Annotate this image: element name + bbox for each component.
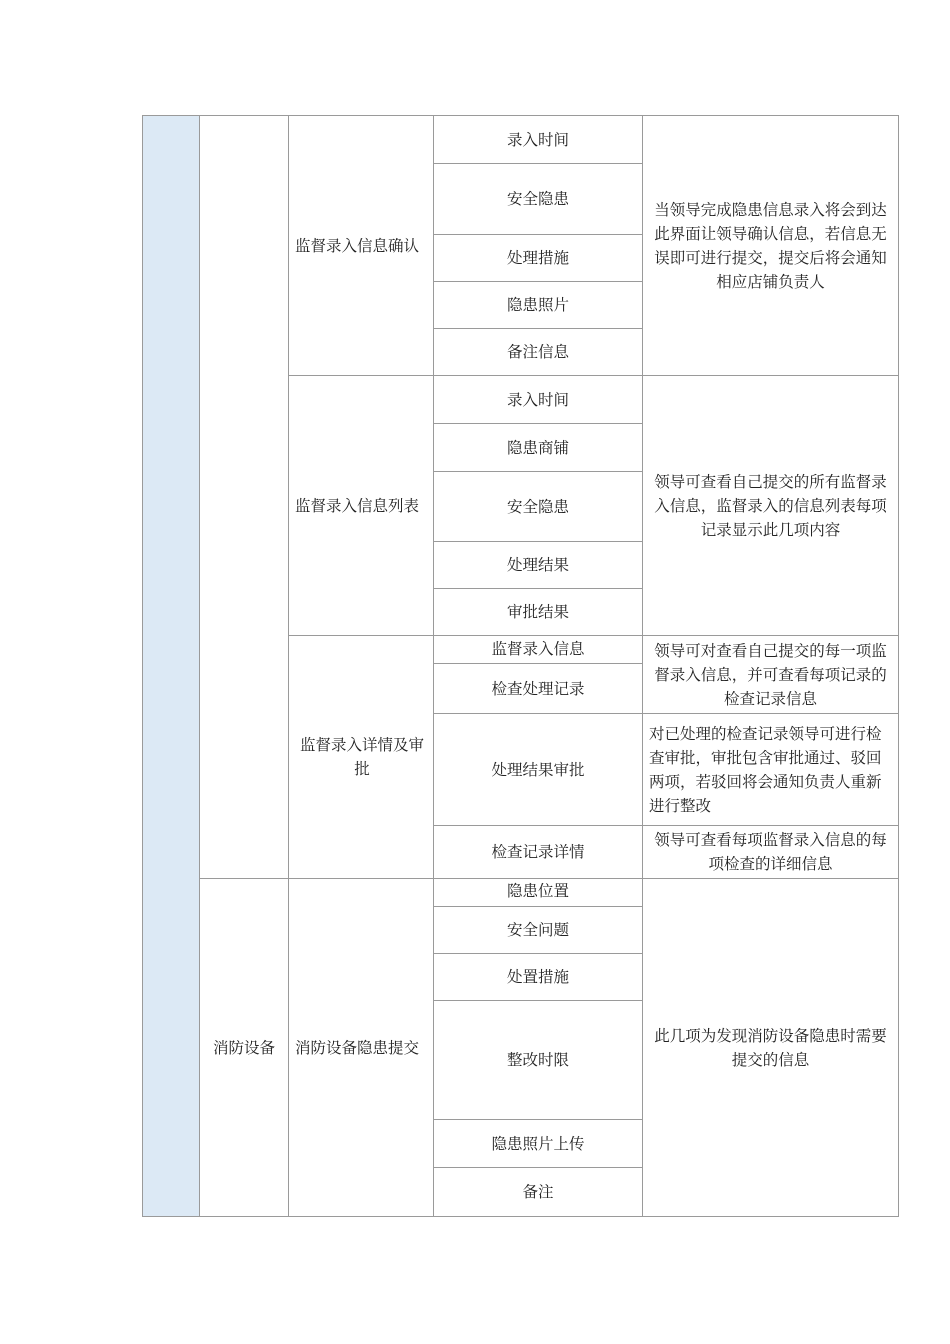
field-label: 隐患位置: [506, 882, 569, 900]
function-name: 消防设备隐患提交: [295, 1038, 420, 1057]
field-label: 安全隐患: [506, 190, 569, 208]
field-label: 隐患照片: [506, 296, 569, 314]
category-name: 消防设备: [212, 1038, 275, 1057]
field-cell: [434, 664, 642, 713]
field-label: 处理结果: [506, 556, 569, 574]
description-cell: [649, 714, 894, 825]
field-cell: [434, 472, 642, 541]
function-name-cell: [295, 376, 429, 635]
description-cell: [647, 116, 894, 375]
field-cell: [434, 907, 642, 953]
category-cell: [200, 879, 288, 1216]
field-label: 整改时限: [506, 1051, 569, 1069]
description-text: 领导可查看每项监督录入信息的每项检查的详细信息: [654, 831, 887, 873]
field-label: 处理措施: [506, 249, 569, 267]
field-label: 处置措施: [506, 968, 569, 986]
description-cell: [647, 636, 894, 713]
field-label: 录入时间: [506, 130, 569, 149]
table-border: [288, 115, 289, 1217]
field-cell: [434, 589, 642, 635]
table-border: [898, 115, 899, 1217]
field-label: 安全隐患: [506, 497, 569, 516]
field-cell: [434, 1120, 642, 1167]
field-label: 审批结果: [506, 603, 569, 621]
field-cell: [434, 116, 642, 163]
field-label: 备注: [522, 1183, 554, 1201]
field-cell: [434, 634, 642, 663]
function-name-cell: [295, 116, 429, 375]
table-border: [142, 1216, 899, 1217]
field-cell: [434, 329, 642, 375]
function-name-cell: [295, 879, 429, 1216]
field-cell: [434, 826, 642, 878]
function-name-cell: [292, 636, 432, 878]
field-cell: [434, 714, 642, 825]
description-text: 当领导完成隐患信息录入将会到达此界面让领导确认信息，若信息无误即可进行提交，提交后将会通知相应店铺负责人: [654, 200, 887, 291]
field-label: 监督录入信息: [491, 639, 585, 658]
field-label: 隐患照片上传: [491, 1134, 585, 1153]
description-cell: [647, 879, 894, 1216]
description-text: 对已处理的检查记录领导可进行检查审批，审批包含审批通过、驳回两项，若驳回将会通知负责人重新进行整改: [649, 724, 882, 815]
field-cell: [434, 542, 642, 588]
field-label: 隐患商铺: [506, 438, 569, 457]
description-text: 领导可查看自己提交的所有监督录入信息，监督录入的信息列表每项记录显示此几项内容: [654, 472, 887, 539]
field-cell: [434, 1001, 642, 1119]
field-cell: [434, 164, 642, 234]
field-cell: [434, 424, 642, 471]
description-cell: [647, 376, 894, 635]
field-cell: [434, 954, 642, 1000]
description-cell: [647, 826, 894, 878]
field-cell: [434, 376, 642, 423]
function-name: 监督录入信息列表: [295, 496, 420, 515]
field-cell: [434, 876, 642, 906]
field-cell: [434, 1168, 642, 1216]
function-name: 监督录入详情及审批: [300, 736, 425, 778]
module-column-shading: [143, 116, 199, 1216]
description-text: 领导可对查看自己提交的每一项监督录入信息，并可查看每项记录的检查记录信息: [654, 641, 887, 708]
field-label: 检查记录详情: [491, 843, 585, 861]
table-border: [142, 115, 143, 1217]
field-label: 处理结果审批: [491, 760, 585, 779]
field-label: 备注信息: [506, 343, 569, 361]
function-name: 监督录入信息确认: [295, 236, 420, 255]
field-label: 录入时间: [506, 390, 569, 409]
field-cell: [434, 235, 642, 281]
description-text: 此几项为发现消防设备隐患时需要提交的信息: [654, 1026, 887, 1069]
field-label: 检查处理记录: [491, 679, 585, 698]
field-label: 安全问题: [506, 921, 569, 939]
field-cell: [434, 282, 642, 328]
